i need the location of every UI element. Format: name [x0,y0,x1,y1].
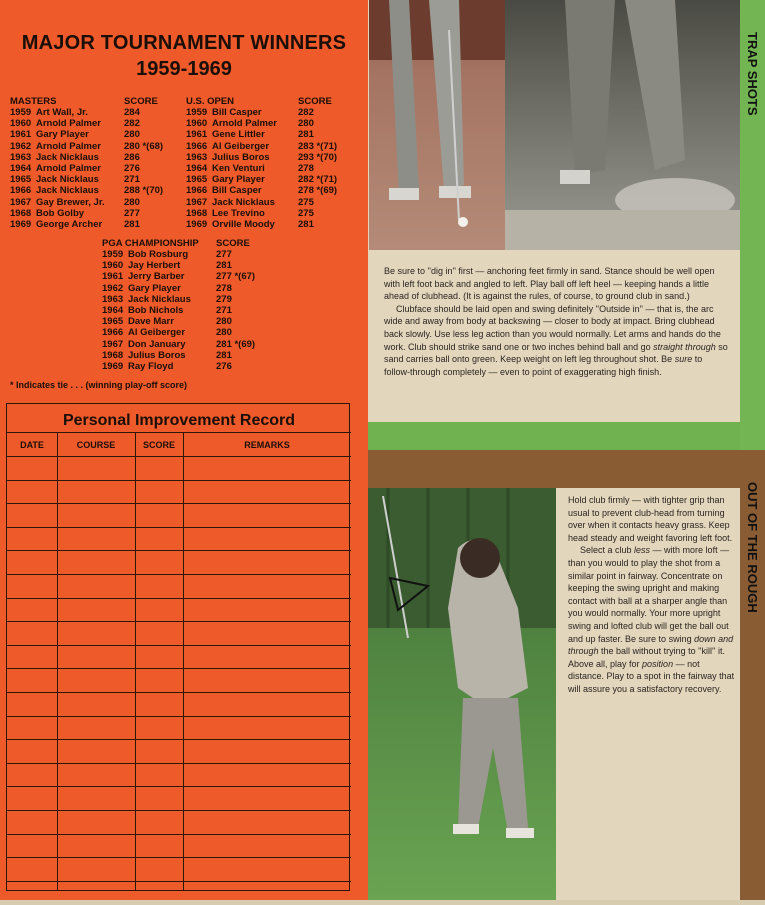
winner-score: 277 [216,249,232,260]
winner-year: 1967 [102,338,124,350]
winner-name: Ray Floyd [128,360,174,372]
masters-winner-row [10,174,105,185]
winner-year: 1964 [10,162,32,174]
usopen-winner-row [186,163,277,174]
column-header-remarks: REMARKS [244,440,290,450]
winner-score: 281 [298,129,314,141]
winner-score: 281 [124,218,140,230]
pga-winner-row [102,339,191,350]
winner-name: Arnold Palmer [36,118,101,130]
winner-year: 1965 [102,316,124,328]
trap-shots-text [384,265,730,378]
masters-scores [124,107,163,230]
winner-score: 280 [298,118,314,130]
record-row-line [7,739,351,740]
winner-name: Orville Moody [212,218,275,230]
rough-label-svg [740,480,765,680]
winner-name: Bob Nichols [128,304,184,316]
golfer-swing-illustration [368,488,556,900]
usopen-winner-row [186,152,277,163]
rough-shot-photo [368,488,556,900]
masters-winner-row [10,219,105,230]
pga-winner-row [102,294,191,305]
masters-winner-row [10,185,105,196]
winner-name: George Archer [36,218,103,230]
winner-name: Gary Player [128,282,181,294]
rough-tab-label [740,480,765,680]
winner-year: 1968 [102,349,124,361]
winner-year: 1963 [186,151,208,163]
winner-name: Bill Casper [212,107,262,118]
pga-list [102,249,191,372]
winner-score: 276 [216,360,232,372]
record-row-line [7,668,351,669]
masters-winner-row [10,197,105,208]
pga-winner-row [102,327,191,338]
record-row-line [7,763,351,764]
record-row-line [7,456,351,457]
tournament-panel [0,0,368,900]
winner-name: Jack Nicklaus [36,174,99,186]
winner-score: 293 *(70) [298,151,338,163]
record-rule [7,432,351,433]
sand-splash-illustration [505,0,740,250]
record-row-line [7,527,351,528]
out-of-the-rough-label: OUT OF THE ROUGH [745,482,760,613]
winner-score: 277 [124,207,140,219]
trap-shots-tab-label [740,30,765,140]
winner-year: 1959 [10,107,32,118]
record-row-line [7,786,351,787]
winner-year: 1963 [10,151,32,163]
column-divider [57,432,58,890]
winner-name: Art Wall, Jr. [36,107,88,118]
winner-year: 1963 [102,293,124,305]
column-header-score: SCORE [142,440,175,450]
record-row-line [7,692,351,693]
usopen-winner-row [186,219,277,230]
winner-name: Gary Player [36,129,89,141]
winner-score: 276 [124,162,140,174]
record-row-line [7,645,351,646]
pga-winner-row [102,350,191,361]
winner-name: Julius Boros [212,151,270,163]
record-row-line [7,881,351,882]
winner-score: 281 *(69) [216,338,256,350]
pga-score-header: SCORE [216,238,250,249]
page-title: MAJOR TOURNAMENT WINNERS [21,32,347,54]
winner-score: 279 [216,293,232,305]
record-row-line [7,503,351,504]
winner-year: 1964 [102,304,124,316]
winner-year: 1961 [10,129,32,141]
winner-year: 1962 [102,282,124,294]
winner-score: 271 [124,174,140,186]
masters-winner-row [10,129,105,140]
pga-header: PGA CHAMPIONSHIP [102,238,199,249]
golfer-legs-illustration [369,0,505,250]
winner-score: 282 *(71) [298,174,338,186]
trap-paragraph-1: Be sure to ''dig in'' first — anchoring feet firmly in sand. Stance should be well open with left foot back and angled to left. Play ball off left heel — keeping hands a little ahead of clubhead. (It is against the rules, of course, to ground club in sand.) [384,266,715,302]
masters-winner-row [10,118,105,129]
winner-score: 280 *(68) [124,140,164,152]
pga-winner-row [102,271,191,282]
winner-year: 1965 [10,174,32,186]
winner-name: Julius Boros [128,349,186,361]
record-row-line [7,574,351,575]
record-row-line [7,834,351,835]
masters-header: MASTERS [10,96,57,107]
usopen-score-header: SCORE [298,96,332,107]
record-row-line [7,810,351,811]
usopen-winner-row [186,185,277,196]
winner-score: 282 [298,107,314,118]
winner-year: 1966 [102,327,124,339]
winner-name: Jack Nicklaus [36,151,99,163]
usopen-winner-row [186,208,277,219]
winner-name: Arnold Palmer [36,162,101,174]
record-row-line [7,621,351,622]
masters-list [10,107,105,230]
trap-shots-label: TRAP SHOTS [745,32,760,116]
winner-score: 275 [298,196,314,208]
winner-year: 1969 [10,218,32,230]
winner-year: 1966 [186,140,208,152]
winner-score: 278 *(69) [298,185,338,197]
winner-year: 1959 [186,107,208,118]
winner-name: Arnold Palmer [212,118,277,130]
improvement-record-table [6,403,350,891]
record-row-line [7,550,351,551]
brown-divider-band [368,450,765,488]
trap-shot-photo-right [505,0,740,250]
column-divider [183,432,184,890]
winner-name: Jack Nicklaus [212,196,275,208]
winner-year: 1968 [10,207,32,219]
column-header-course: COURSE [76,440,116,450]
winner-score: 280 [124,196,140,208]
winner-name: Ken Venturi [212,162,265,174]
winner-name: Jay Herbert [128,260,181,272]
winner-score: 278 [298,162,314,174]
winner-score: 284 [124,107,140,118]
usopen-winner-row [186,197,277,208]
winner-name: Jack Nicklaus [36,185,99,197]
winner-year: 1966 [186,185,208,197]
pga-winner-row [102,283,191,294]
usopen-winner-row [186,141,277,152]
green-divider-band [368,422,740,450]
winner-year: 1959 [102,249,124,260]
winner-year: 1968 [186,207,208,219]
masters-winner-row [10,152,105,163]
winner-score: 280 [124,129,140,141]
winner-score: 278 [216,282,232,294]
winner-name: Gene Littler [212,129,265,141]
record-row-line [7,716,351,717]
masters-winner-row [10,107,105,118]
usopen-winner-row [186,118,277,129]
usopen-header: U.S. OPEN [186,96,235,107]
winner-name: Arnold Palmer [36,140,101,152]
winner-year: 1967 [186,196,208,208]
masters-winner-row [10,141,105,152]
winner-name: Don January [128,338,186,350]
masters-winner-row [10,163,105,174]
winner-name: Dave Marr [128,316,174,328]
record-title: Personal Improvement Record [62,412,296,429]
winner-score: 275 [298,207,314,219]
winner-score: 280 [216,327,232,339]
winner-year: 1969 [102,360,124,372]
usopen-scores [298,107,337,230]
record-row-line [7,480,351,481]
winner-year: 1969 [186,218,208,230]
winner-year: 1960 [10,118,32,130]
usopen-winner-row [186,129,277,140]
page-subtitle: 1959-1969 [136,58,232,80]
winner-year: 1966 [10,185,32,197]
pga-winner-row [102,361,191,372]
rough-paragraph-1: Hold club firmly — with tighter grip than usual to prevent club-head from turning over when it contacts heavy grass. Keep head steady and weight favoring left foot. [568,495,733,543]
winner-year: 1960 [102,260,124,272]
winner-year: 1964 [186,162,208,174]
pga-winner-row [102,305,191,316]
usopen-winner-row [186,174,277,185]
column-divider [135,432,136,890]
winner-score: 280 [216,316,232,328]
trap-paragraph-2: Clubface should be laid open and swing definitely ''Outside in'' — that is, the arc wide and away from body at backswing — closer to body at impact. Bring clubhead back slowly. Use less leg action than you would normally. Let arms and hands do the work. Club should strike sand one or two inches behind ball and go straight through so sand carries ball onto green. Keep weight on left leg throughout shot. Be sure to follow-through completely — even to point of exaggerating high finish. [384,303,728,377]
winner-score: 277 *(67) [216,271,256,283]
winner-score: 281 [216,349,232,361]
record-row-line [7,598,351,599]
pga-winner-row [102,249,191,260]
winner-name: Jerry Barber [128,271,185,283]
masters-score-header: SCORE [124,96,158,107]
winner-year: 1961 [186,129,208,141]
usopen-list [186,107,277,230]
winner-year: 1967 [10,196,32,208]
winner-year: 1962 [10,140,32,152]
column-header-date: DATE [20,440,44,450]
masters-winner-row [10,208,105,219]
winner-score: 288 *(70) [124,185,164,197]
record-row-line [7,857,351,858]
rough-text [568,494,736,696]
pga-winner-row [102,316,191,327]
winner-name: Jack Nicklaus [128,293,191,305]
winner-name: Al Geiberger [128,327,186,339]
tie-note: * Indicates tie . . . (winning play-off score) [10,380,188,390]
winner-score: 286 [124,151,140,163]
winner-year: 1961 [102,271,124,283]
winner-name: Gary Player [212,174,265,186]
pga-winner-row [102,260,191,271]
trap-shot-photo-left [369,0,505,250]
winner-year: 1965 [186,174,208,186]
winner-score: 271 [216,304,232,316]
winner-name: Gay Brewer, Jr. [36,196,105,208]
winner-name: Lee Trevino [212,207,265,219]
trap-shots-label-svg [740,30,765,140]
winner-score: 281 [216,260,232,272]
winner-year: 1960 [186,118,208,130]
winner-score: 281 [298,218,314,230]
rough-paragraph-2: Select a club less — with more loft — than you would to play the shot from a similar point in fairway. Concentrate on keeping the swing upright and making contact with ball at a sharper angle than you would normally. Your more upright swing and lofted club will get the ball out and up faster. Be sure to swing down and through the ball without trying to ''kill'' it. Above all, play for position — not distance. Play to a spot in the fairway that will assure you a satisfactory recovery. [568,545,735,694]
winner-name: Bob Golby [36,207,85,219]
winner-name: Al Geiberger [212,140,270,152]
winner-name: Bill Casper [212,185,262,197]
winner-score: 282 [124,118,140,130]
usopen-winner-row [186,107,277,118]
winner-name: Bob Rosburg [128,249,189,260]
winner-score: 283 *(71) [298,140,338,152]
pga-scores [216,249,255,372]
